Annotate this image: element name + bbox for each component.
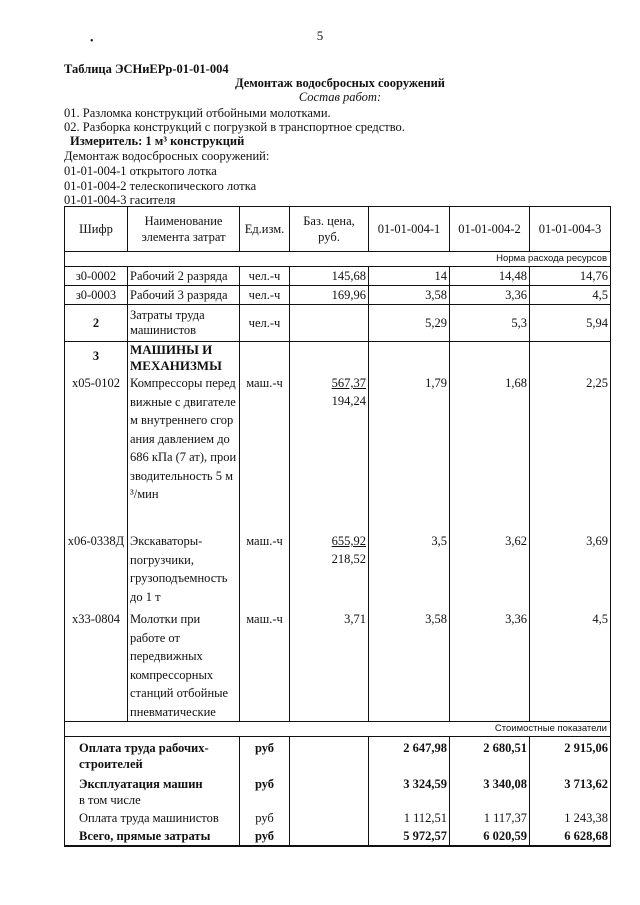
work-label: Состав работ: xyxy=(298,90,382,104)
table-row: 2 Затраты труда машинистов чел.-ч 5,29 5,3 5,94 xyxy=(65,305,611,342)
table-id: Таблица ЭСНиЕРр-01-01-004 xyxy=(64,62,229,76)
table-row: з0-0003 Рабочий 3 разряда чел.-ч 169,96 3,58 3,36 4,5 xyxy=(65,286,611,305)
cost-row: Эксплуатация машин в том числе руб 3 324,59 3 340,08 3 713,62 xyxy=(65,772,611,808)
machine-row: х05-0102 Компрессоры передвижные с двигателем внутреннего сгорания давлением до 686 кПа (7 ат), производительность 5 м³/мин маш.-ч 567,37 194,24 1,79 1,68 2,25 xyxy=(65,374,611,532)
variant-3: 01-01-004-3 гасителя xyxy=(64,193,176,207)
norms-table xyxy=(64,206,611,847)
scan-speck: • xyxy=(90,36,94,47)
col-v2: 01-01-004-2 xyxy=(450,207,530,252)
col-v1: 01-01-004-1 xyxy=(369,207,450,252)
col-price: Баз. цена, руб. xyxy=(290,207,369,252)
subtitle: Демонтаж водосбросных сооружений: xyxy=(64,149,270,163)
variant-2: 01-01-004-2 телескопического лотка xyxy=(64,179,257,193)
table-row: з0-0002 Рабочий 2 разряда чел.-ч 145,68 14 14,48 14,76 xyxy=(65,267,611,286)
cost-row: Оплата труда машинистов руб 1 112,51 1 117,37 1 243,38 xyxy=(65,808,611,826)
machines-heading: 3 МАШИНЫ И МЕХАНИЗМЫ xyxy=(65,342,611,375)
work-item-1: 01. Разломка конструкций отбойными молотками. xyxy=(64,106,331,120)
section-norm: Норма расхода ресурсов xyxy=(65,252,611,267)
col-name: Наименование элемента затрат xyxy=(128,207,240,252)
meter: Измеритель: 1 м³ конструкций xyxy=(70,134,245,148)
cost-row: Всего, прямые затраты руб 5 972,57 6 020,59 6 628,68 xyxy=(65,826,611,846)
machine-row: х33-0804 Молотки при работе от передвижных компрессорных станций отбойные пневматические маш.-ч 3,71 3,58 3,36 4,5 xyxy=(65,610,611,722)
table-header xyxy=(65,207,611,252)
page-number: 5 xyxy=(316,28,324,43)
col-code: Шифр xyxy=(65,207,128,252)
work-item-2: 02. Разборка конструкций с погрузкой в транспортное средство. xyxy=(64,120,405,134)
machine-row: х06-0338Д Экскаваторы-погрузчики, грузоподъемность до 1 т маш.-ч 655,92 218,52 3,5 3,62 3,69 xyxy=(65,532,611,610)
page-title: Демонтаж водосбросных сооружений xyxy=(235,76,445,90)
variant-1: 01-01-004-1 открытого лотка xyxy=(64,164,217,178)
col-v3: 01-01-004-3 xyxy=(530,207,611,252)
cost-row: Оплата труда рабочих-строителей руб 2 647,98 2 680,51 2 915,06 xyxy=(65,737,611,773)
section-cost: Стоимостные показатели xyxy=(65,722,611,737)
col-unit: Ед.изм. xyxy=(240,207,290,252)
